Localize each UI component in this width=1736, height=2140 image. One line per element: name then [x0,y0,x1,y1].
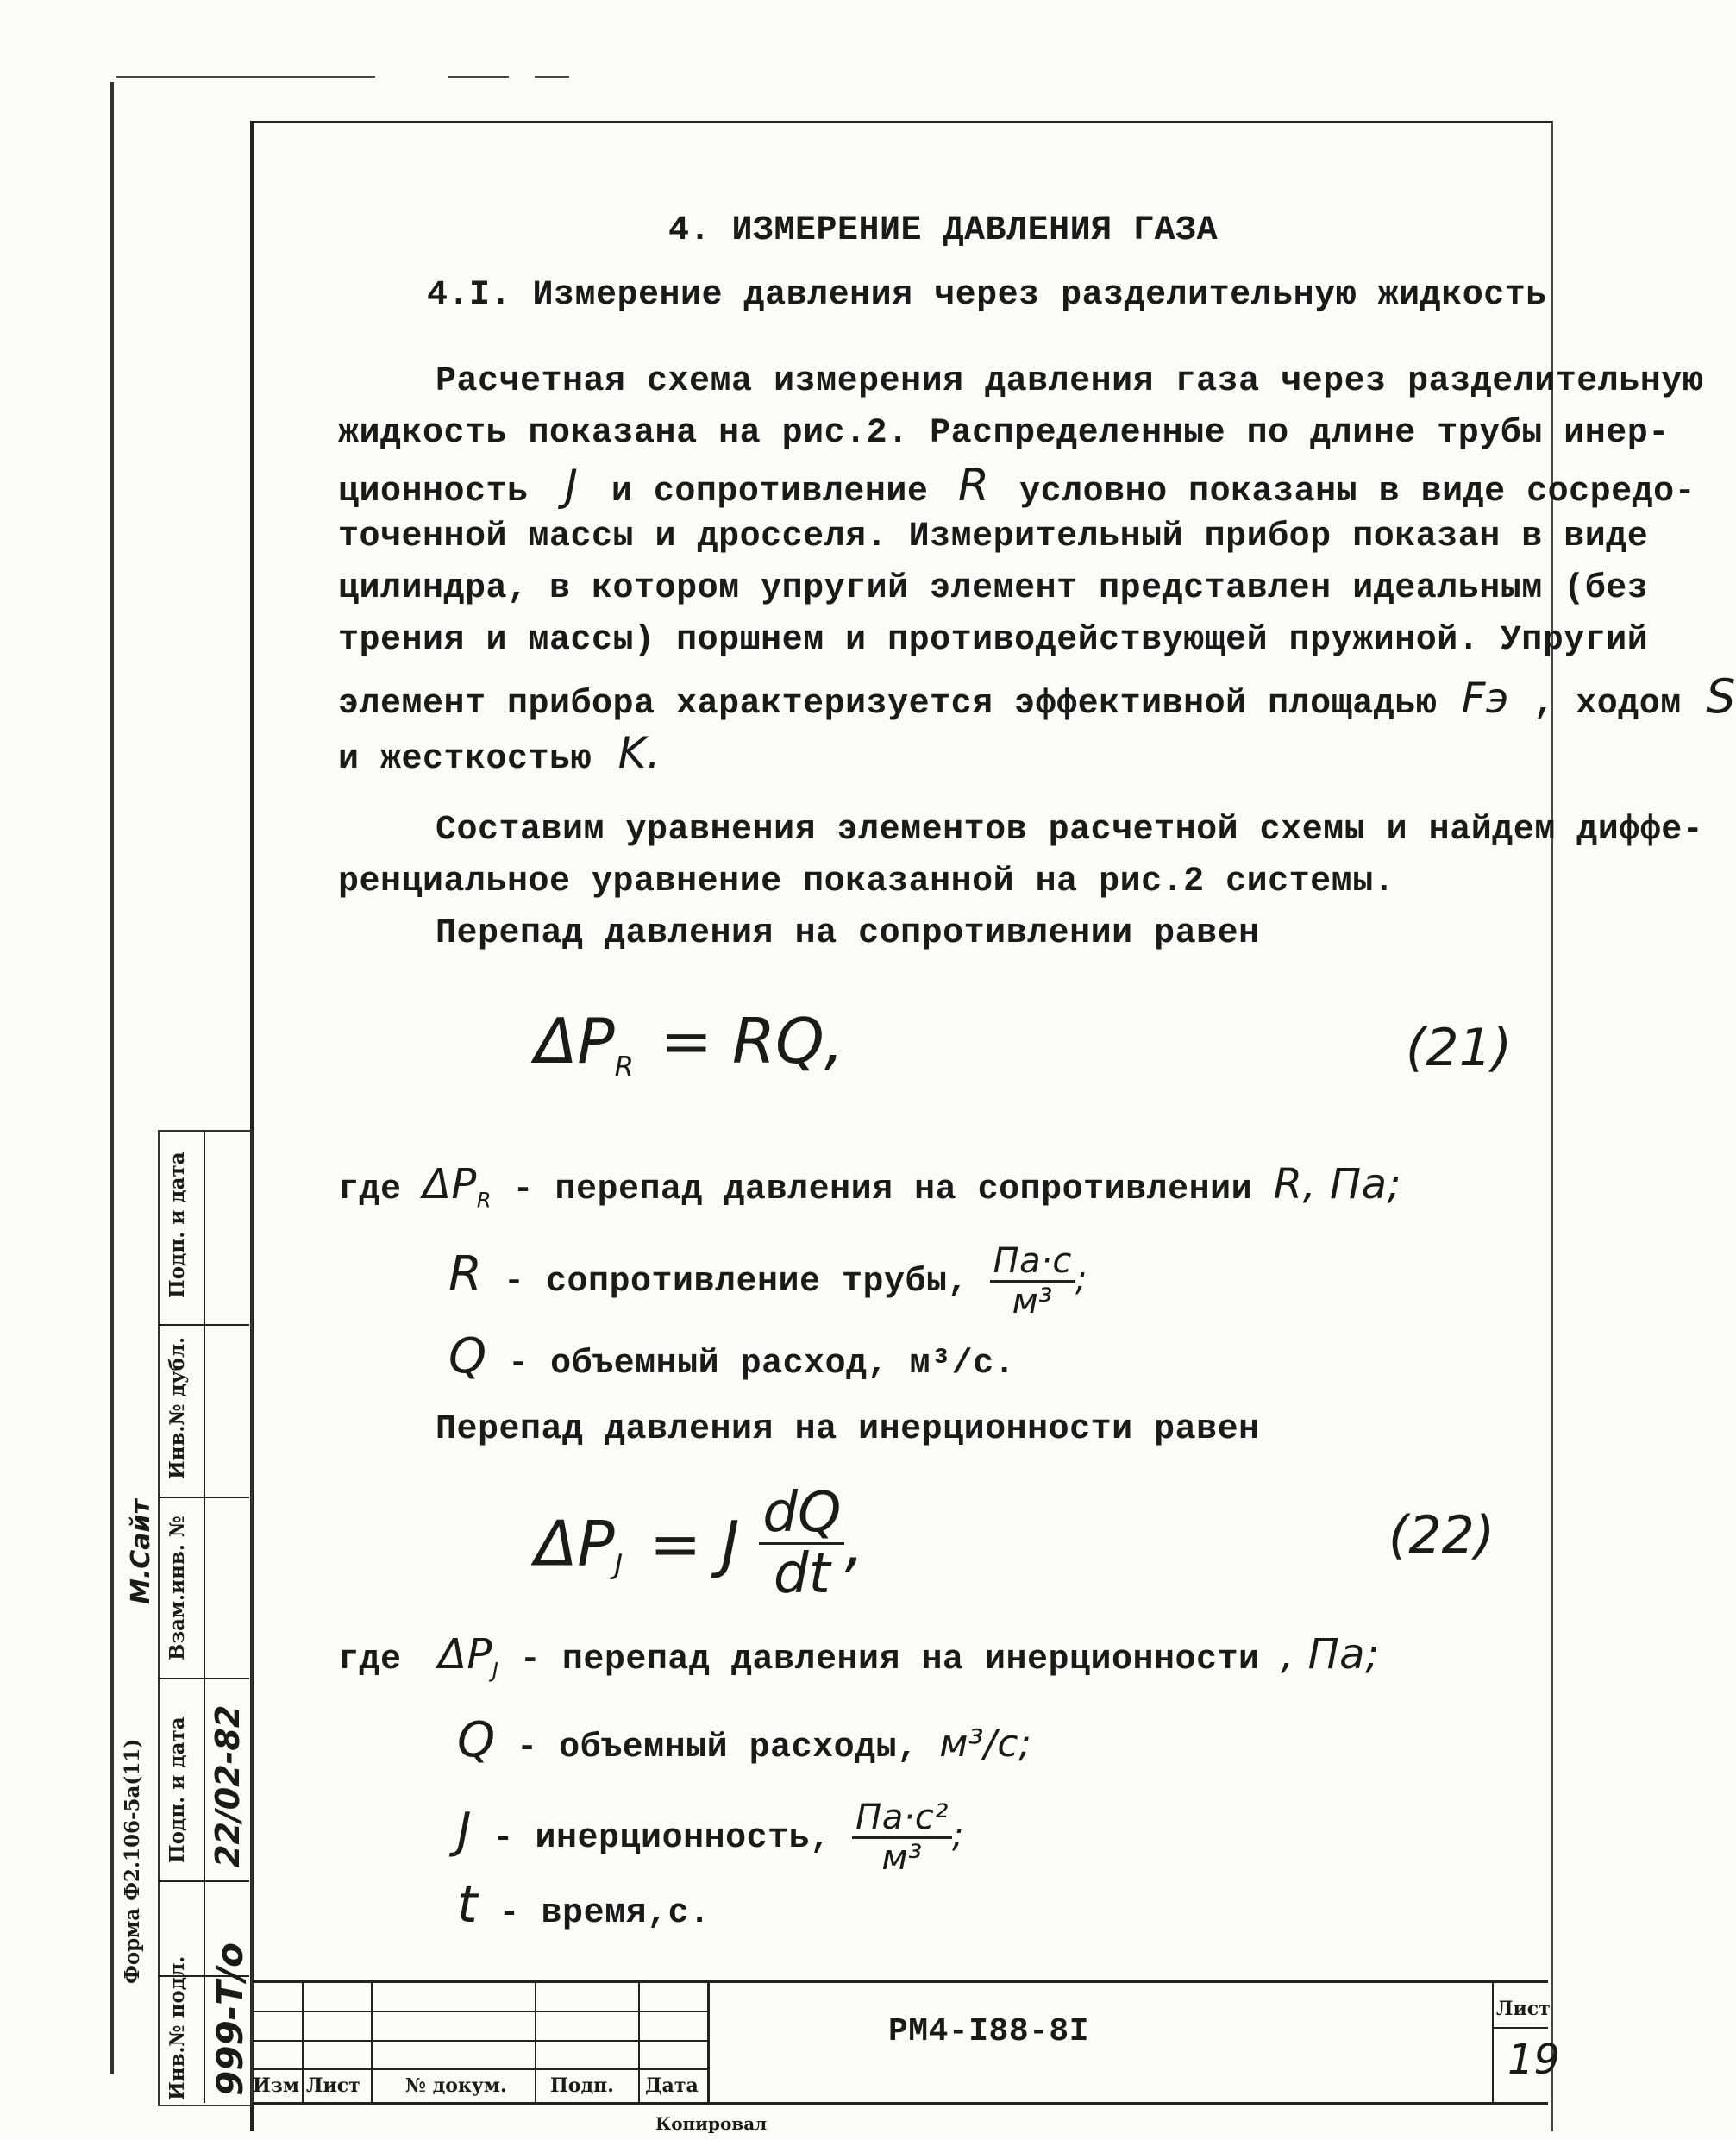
paragraph-line: Перепад давления на инерционности равен [436,1410,1260,1449]
stamp-row-line [158,1880,249,1882]
where-line [338,1160,1401,1225]
stamp-vzam-inv: Взам.инв. № [166,1516,189,1660]
punct: ; [951,1816,964,1856]
symbol-J: J [565,461,579,511]
symbol-F-e: Fэ [1461,675,1509,723]
symbol-sub: R [476,1188,492,1213]
stamp-row-line [158,1678,249,1679]
scan-dash [448,76,509,78]
equation-22 [535,1481,865,1606]
symbol: ΔP [438,1630,492,1679]
symbol-Q: Q [457,1712,496,1768]
paragraph-line: ренциальное уравнение показанной на рис.2 системы. [338,863,1395,901]
symbol-R: R [957,460,990,511]
symbol-K: K. [617,728,661,778]
subsection-title: 4.I. Измерение давления через разделительную жидкость [427,276,1547,315]
stamp-col-line [204,1130,205,2103]
sheet-label: Лист [1496,1998,1551,2020]
where-text: - перепад давления на сопротивлении [512,1170,1253,1209]
where-text: - объемный расход, м³/с. [508,1345,1016,1384]
stamp-row-line [158,1497,249,1498]
text-span: условно показаны в виде сосредо- [1019,473,1696,511]
paragraph-line: Расчетная схема измерения давления газа через разделительную [436,362,1704,401]
symbol-Q: Q [448,1328,487,1384]
equation-number-22: (22) [1388,1505,1495,1566]
eq-fraction [759,1481,844,1606]
where-line [457,1712,1032,1773]
outer-margin-line [110,82,114,2074]
col-list-label: Лист [306,2074,360,2097]
handwritten-inv-number: 999-Т/о [209,1942,251,2096]
section-title: 4. ИЗМЕРЕНИЕ ДАВЛЕНИЯ ГАЗА [668,211,1219,250]
where-unit: , Па; [1281,1630,1380,1679]
eq-rhs: = J [649,1507,740,1580]
equation-number-21: (21) [1406,1018,1513,1078]
symbol-sub: J [492,1658,499,1683]
paragraph-line [338,461,1695,517]
col-date-label: Дата [645,2074,699,2097]
where-text: - объемный расходы, [517,1729,918,1767]
symbol-delta-P-R [423,1160,492,1213]
frac-num: Па·с² [852,1798,952,1839]
sheet-number: 19 [1507,2036,1561,2084]
unit-fraction [852,1798,952,1877]
symbol-t: t [457,1874,479,1935]
paragraph-line: жидкость показана на рис.2. Распределенные по длине трубы инер- [338,414,1670,453]
title-block-top-line [250,1980,1548,1983]
paragraph-line [338,729,661,784]
col-izm-label: Изм [253,2074,299,2097]
stamp-inv-dubl: Инв.№ дубл. [166,1336,189,1479]
paragraph-line: Перепад давления на сопротивлении равен [436,914,1260,953]
frac-den: м³ [881,1838,923,1878]
where-line [448,1242,1087,1321]
text-span: и жесткостью [338,740,592,779]
where-line [457,1798,964,1877]
stamp-sign-date-1: Подп. и дата [166,1152,189,1298]
where-text: - инерционность, [492,1819,831,1859]
handwritten-signature: М.Сайт [126,1499,156,1604]
paragraph-line: трения и массы) поршнем и противодействующей пружиной. Упругий [338,621,1649,660]
title-block-col-line [638,1980,640,2103]
text-span: и сопротивление [611,473,929,511]
title-block-col-line [1492,1980,1494,2103]
symbol-S: S [1706,669,1736,724]
symbol-J: J [457,1803,473,1860]
where-intro: где [338,1170,402,1209]
eq-lhs: ΔP [535,1005,615,1077]
col-doc-label: № докум. [405,2074,507,2097]
copied-label: Копировал [655,2113,768,2134]
frac-num: dQ [759,1484,844,1545]
doc-number: РМ4-I88-8I [888,2013,1090,2050]
paragraph-line: Составим уравнения элементов расчетной схемы и найдем диффе- [436,811,1704,850]
title-block-col-line [535,1980,536,2103]
stamp-sign-date-2: Подп. и дата [166,1716,189,1863]
unit-fraction [990,1242,1075,1321]
eq-lhs-sub: J [614,1547,624,1581]
title-block-col-line [707,1980,710,2103]
handwritten-date: 22/02-82 [209,1704,247,1867]
col-sign-label: Подп. [550,2074,614,2097]
title-block-col-line [371,1980,373,2103]
where-text: - перепад давления на инерционности [519,1641,1260,1679]
where-unit: м³/с; [939,1722,1032,1766]
where-unit: R, Па; [1273,1160,1402,1208]
stamp-row-line [158,1324,249,1326]
paragraph-line [338,669,1736,729]
punct: ; [1075,1259,1087,1300]
frac-den: dt [773,1542,830,1606]
punct: , [844,1507,865,1580]
equation-21 [535,1005,844,1083]
symbol-R: R [448,1246,483,1303]
eq-lhs: ΔP [535,1507,615,1580]
where-text: - время,с. [498,1894,711,1933]
title-block-bottom-line [250,2102,1548,2105]
where-line [448,1328,1016,1389]
stamp-inv-orig: Инв.№ подл. [166,1955,189,2100]
where-line [338,1630,1380,1695]
symbol: ΔP [423,1160,477,1208]
title-block-row-line [1492,2027,1548,2029]
paragraph-line: цилиндра, в котором упругий элемент представлен идеальным (без [338,569,1649,608]
text-span: , ходом [1533,685,1682,724]
eq-lhs-sub: R [614,1050,634,1083]
text-span: ционность [338,473,529,511]
paragraph-line: точенной массы и дросселя. Измерительный прибор показан в виде [338,518,1649,556]
scan-dash [116,76,375,78]
where-text: - сопротивление трубы, [503,1263,969,1302]
eq-rhs: = RQ, [660,1005,844,1077]
frac-num: Па·с [990,1242,1075,1283]
frac-den: м³ [1012,1282,1053,1321]
where-line [457,1874,711,1938]
where-intro: где [338,1641,402,1679]
title-block-col-line [302,1980,304,2103]
symbol-delta-P-J [438,1630,499,1683]
stamp-form-label: Форма Ф2.106-5а(11) [121,1738,144,1984]
scan-dash [535,76,569,78]
text-span: элемент прибора характеризуется эффективной площадью [338,685,1438,724]
